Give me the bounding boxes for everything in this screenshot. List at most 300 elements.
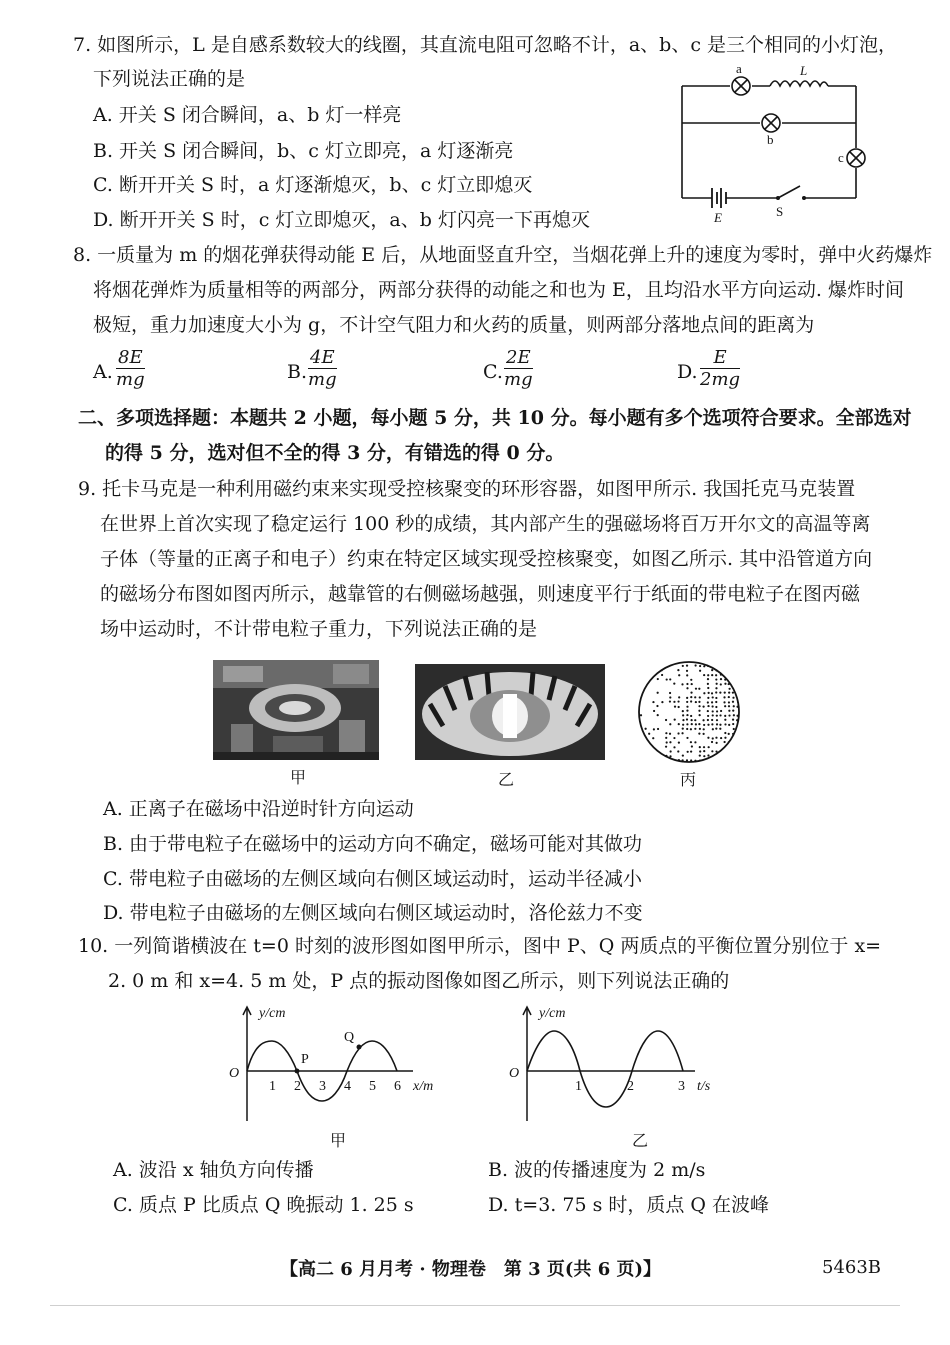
field-dot xyxy=(648,669,650,671)
field-dot xyxy=(686,706,688,708)
field-dot xyxy=(698,733,700,735)
q8-option-d-label: D. xyxy=(677,361,698,383)
graph2-ylabel: y/cm xyxy=(539,1006,566,1021)
field-dot xyxy=(728,701,730,703)
field-dot xyxy=(657,692,659,694)
q7-option-c: C. 断开开关 S 时，a 灯逐渐熄灭，b、c 灯立即熄灭 xyxy=(93,174,533,196)
field-dot xyxy=(699,714,701,716)
field-dot xyxy=(733,714,735,716)
field-dot xyxy=(728,760,730,762)
field-dot xyxy=(669,723,671,725)
q10-stem-line1: 10. 一列简谐横波在 t=0 时刻的波形图如图甲所示，图中 P、Q 两质点的平衡位置分别位于 x= xyxy=(78,935,882,957)
q10-option-b: B. 波的传播速度为 2 m/s xyxy=(488,1159,706,1181)
field-dot xyxy=(724,670,726,672)
field-dot xyxy=(686,701,688,703)
q9-stem-line5: 场中运动时，不计带电粒子重力，下列说法正确的是 xyxy=(100,618,538,640)
q8-stem-line1: 8. 一质量为 m 的烟花弹获得动能 E 后，从地面竖直升空，当烟花弹上升的速度为零时，弹中火药爆炸 xyxy=(73,244,933,266)
field-dot xyxy=(687,751,689,753)
field-dot xyxy=(715,674,717,676)
field-dot xyxy=(724,737,726,739)
field-dot xyxy=(674,706,676,708)
field-dot xyxy=(724,755,726,757)
field-dot xyxy=(690,741,692,743)
field-dot xyxy=(707,678,709,680)
field-dot xyxy=(728,665,730,667)
q9-option-d: D. 带电粒子由磁场的左侧区域向右侧区域运动时，洛伦兹力不变 xyxy=(103,902,643,924)
field-dot xyxy=(724,705,726,707)
switch-pivot xyxy=(776,196,780,200)
point-P-marker xyxy=(295,1069,300,1074)
field-dot xyxy=(707,724,709,726)
graph1-point-P: P xyxy=(301,1052,309,1067)
field-dot xyxy=(690,750,692,752)
field-dot xyxy=(720,678,722,680)
field-dot xyxy=(728,750,730,752)
field-dot xyxy=(694,664,696,666)
field-dot xyxy=(690,715,692,717)
field-dot xyxy=(724,760,726,762)
field-dot xyxy=(703,674,705,676)
field-dot xyxy=(715,697,717,699)
field-dot xyxy=(736,683,738,685)
q9-stem-line3: 子体（等量的正离子和电子）约束在特定区域实现受控核聚变，如图乙所示. 其中沿管道方向 xyxy=(100,548,873,570)
q8-option-d-fraction xyxy=(700,348,740,391)
field-dot xyxy=(724,719,726,721)
section2-title-line2: 的得 5 分，选对但不全的得 3 分，有错选的得 0 分。 xyxy=(105,442,565,464)
q8-stem-line2: 将烟花弹炸为质量相等的两部分，两部分获得的动能之和也为 E，且均沿水平方向运动. 爆炸时间 xyxy=(93,279,904,301)
field-dot xyxy=(673,746,675,748)
field-dot xyxy=(702,719,704,721)
field-dot xyxy=(715,706,717,708)
field-dot xyxy=(724,741,726,743)
field-dot xyxy=(694,760,696,762)
tokamak-photo xyxy=(213,660,379,760)
field-dot xyxy=(716,723,718,725)
field-dot xyxy=(711,719,713,721)
field-dot xyxy=(690,696,692,698)
field-dot xyxy=(656,705,658,707)
q9-stem-line2: 在世界上首次实现了稳定运行 100 秒的成绩，其内部产生的强磁场将百万开尔文的高温等离 xyxy=(100,513,871,535)
label-b: b xyxy=(767,132,774,147)
field-dot xyxy=(652,701,654,703)
field-dot xyxy=(715,687,717,689)
field-dot xyxy=(715,737,717,739)
field-dot xyxy=(648,733,650,735)
field-dot xyxy=(665,737,667,739)
figure-yi-caption: 乙 xyxy=(498,770,515,789)
field-dot xyxy=(677,669,679,671)
graph1-ylabel: y/cm xyxy=(259,1006,286,1021)
q8-stem-line3: 极短，重力加速度大小为 g，不计空气阻力和火药的质量，则两部分落地点间的距离为 xyxy=(93,314,815,336)
wave-graph-jia xyxy=(225,1003,450,1128)
graph1-tick-4: 4 xyxy=(344,1079,351,1094)
field-dot xyxy=(724,751,726,753)
denominator: mg xyxy=(308,369,337,390)
field-dot xyxy=(669,755,671,757)
numerator: 4E xyxy=(310,347,335,368)
field-dot xyxy=(732,746,734,748)
tokamak-torus-figure xyxy=(415,664,605,760)
field-dot xyxy=(699,728,701,730)
field-dot xyxy=(698,710,700,712)
field-dot xyxy=(732,697,734,699)
field-dot xyxy=(715,728,717,730)
paper-code: 5463B xyxy=(822,1257,882,1278)
field-dot xyxy=(712,714,714,716)
field-dot xyxy=(673,737,675,739)
field-dot xyxy=(732,755,734,757)
field-dot xyxy=(699,665,701,667)
field-dot xyxy=(728,710,730,712)
graph2-xlabel: t/s xyxy=(697,1079,711,1094)
field-dot xyxy=(677,732,679,734)
field-dot xyxy=(728,683,730,685)
field-dot xyxy=(707,705,709,707)
field-dot xyxy=(733,750,735,752)
field-dot xyxy=(678,742,680,744)
field-dot xyxy=(669,733,671,735)
graph1-tick-6: 6 xyxy=(394,1079,401,1094)
field-dot xyxy=(678,674,680,676)
field-dot xyxy=(703,750,705,752)
field-dot xyxy=(712,728,714,730)
field-dot xyxy=(720,670,722,672)
field-dot xyxy=(728,705,730,707)
field-dot xyxy=(728,746,730,748)
field-dot xyxy=(712,737,714,739)
graph2-tick-1: 1 xyxy=(575,1079,582,1094)
field-dot xyxy=(686,759,688,761)
q8-option-b-fraction xyxy=(308,348,337,391)
field-dot xyxy=(691,719,693,721)
q9-stem-line1: 9. 托卡马克是一种利用磁约束来实现受控核聚变的环形容器，如图甲所示. 我国托克马克装置 xyxy=(78,478,856,500)
field-dot xyxy=(686,728,688,730)
q7-stem-line2: 下列说法正确的是 xyxy=(93,68,246,90)
q8-option-c-fraction xyxy=(504,348,533,391)
q10-option-c: C. 质点 P 比质点 Q 晚振动 1. 25 s xyxy=(113,1194,414,1216)
field-dot xyxy=(712,696,714,698)
field-dot xyxy=(690,700,692,702)
graph1-tick-3: 3 xyxy=(319,1079,326,1094)
field-dot xyxy=(733,669,735,671)
field-dot xyxy=(732,710,734,712)
field-dot xyxy=(699,746,701,748)
field-dot xyxy=(640,742,642,744)
field-dot xyxy=(682,710,684,712)
field-dot xyxy=(678,696,680,698)
field-dot xyxy=(678,723,680,725)
field-dot xyxy=(715,665,717,667)
field-dot xyxy=(699,696,701,698)
numerator: E xyxy=(700,348,740,369)
field-dot xyxy=(728,714,730,716)
field-dot xyxy=(728,696,730,698)
field-dot xyxy=(695,688,697,690)
field-dot xyxy=(703,746,705,748)
field-dot xyxy=(723,696,725,698)
field-dot xyxy=(707,710,709,712)
field-dot xyxy=(711,674,713,676)
field-dot xyxy=(737,669,739,671)
field-dot xyxy=(673,683,675,685)
field-dot xyxy=(712,705,714,707)
field-dot xyxy=(716,715,718,717)
denominator: mg xyxy=(504,369,533,390)
field-dot xyxy=(665,746,667,748)
field-dot xyxy=(673,701,675,703)
field-dot xyxy=(732,719,734,721)
field-dot xyxy=(707,687,709,689)
field-dot xyxy=(669,696,671,698)
field-dot xyxy=(733,741,735,743)
label-c: c xyxy=(838,150,844,165)
graph1-tick-1: 1 xyxy=(269,1079,276,1094)
field-dot xyxy=(716,710,718,712)
page-footer: 【高二 6 月月考 · 物理卷 第 3 页(共 6 页)】 xyxy=(280,1259,662,1280)
field-dot xyxy=(707,697,709,699)
field-dot xyxy=(653,710,655,712)
field-dot xyxy=(728,692,730,694)
inductor-L xyxy=(770,81,828,86)
field-dot xyxy=(666,741,668,743)
label-S: S xyxy=(776,204,784,219)
field-dot xyxy=(665,732,667,734)
field-dot xyxy=(699,754,701,756)
q10-option-d: D. t=3. 75 s 时，质点 Q 在波峰 xyxy=(488,1194,770,1216)
q9-stem-line4: 的磁场分布图如图丙所示，越靠管的右侧磁场越强，则速度平行于纸面的带电粒子在图丙磁 xyxy=(100,583,861,605)
field-dot xyxy=(691,683,693,685)
field-dot xyxy=(702,706,704,708)
field-dot xyxy=(720,683,722,685)
field-dot xyxy=(715,701,717,703)
field-dot xyxy=(653,728,655,730)
field-dot xyxy=(686,670,688,672)
field-dot xyxy=(737,760,739,762)
field-dot xyxy=(736,715,738,717)
field-dot xyxy=(737,733,739,735)
graph2-tick-2: 2 xyxy=(627,1079,634,1094)
field-dot xyxy=(723,701,725,703)
field-dot xyxy=(682,714,684,716)
point-Q-marker xyxy=(357,1045,362,1050)
field-dot xyxy=(657,678,659,680)
field-dot xyxy=(736,678,738,680)
q10-stem-line2: 2. 0 m 和 x=4. 5 m 处，P 点的振动图像如图乙所示，则下列说法正确的 xyxy=(108,970,730,992)
field-dot xyxy=(724,692,726,694)
field-dot xyxy=(724,679,726,681)
field-dot xyxy=(669,692,671,694)
field-dot xyxy=(703,665,705,667)
field-dot xyxy=(720,737,722,739)
field-dot xyxy=(661,701,663,703)
field-dot xyxy=(682,665,684,667)
field-dot xyxy=(732,665,734,667)
field-dot xyxy=(736,746,738,748)
field-dot xyxy=(715,678,717,680)
field-dot xyxy=(733,728,735,730)
lamp-c xyxy=(847,149,865,167)
field-dot xyxy=(733,705,735,707)
field-dot xyxy=(657,728,659,730)
field-dot xyxy=(681,683,683,685)
field-dot xyxy=(691,723,693,725)
field-dot xyxy=(716,759,718,761)
field-dot xyxy=(661,664,663,666)
field-dot xyxy=(732,701,734,703)
label-a: a xyxy=(736,61,742,76)
field-dot xyxy=(720,710,722,712)
field-dot xyxy=(694,719,696,721)
field-dot xyxy=(695,723,697,725)
field-dot xyxy=(678,706,680,708)
field-dot xyxy=(681,732,683,734)
vibration-curve xyxy=(527,1031,683,1107)
denominator: mg xyxy=(116,369,145,390)
graph1-xlabel: x/m xyxy=(413,1079,434,1094)
field-dot xyxy=(686,683,688,685)
field-dot xyxy=(661,674,663,676)
field-dot xyxy=(690,759,692,761)
field-dot xyxy=(640,714,642,716)
field-dot xyxy=(716,719,718,721)
battery-E xyxy=(712,188,726,208)
graph2-origin: O xyxy=(509,1066,520,1081)
field-dot xyxy=(698,701,700,703)
field-dot xyxy=(694,728,696,730)
denominator: 2mg xyxy=(700,369,741,390)
field-dot xyxy=(652,669,654,671)
field-dot xyxy=(715,750,717,752)
field-dot xyxy=(686,710,688,712)
field-dot xyxy=(677,750,679,752)
field-dot xyxy=(736,706,738,708)
field-dot xyxy=(677,700,679,702)
field-dot xyxy=(703,724,705,726)
field-dot xyxy=(724,732,726,734)
field-dot xyxy=(699,670,701,672)
field-dot xyxy=(732,723,734,725)
field-dot xyxy=(707,715,709,717)
field-dot xyxy=(732,759,734,761)
field-dot xyxy=(682,719,684,721)
graph1-origin: O xyxy=(229,1066,240,1081)
figure-bing-caption: 丙 xyxy=(680,770,697,789)
field-dot xyxy=(695,701,697,703)
field-dot xyxy=(707,737,709,739)
field-dot xyxy=(720,664,722,666)
field-dot xyxy=(707,683,709,685)
graph1-tick-2: 2 xyxy=(294,1079,301,1094)
field-dot xyxy=(732,692,734,694)
field-dot xyxy=(719,759,721,761)
field-dot xyxy=(657,714,659,716)
switch-contact xyxy=(802,196,806,200)
field-dot xyxy=(691,745,693,747)
q8-option-a-fraction xyxy=(116,348,145,391)
field-dot xyxy=(707,754,709,756)
q8-option-a-label: A. xyxy=(93,361,113,383)
field-dot xyxy=(737,741,739,743)
field-dot xyxy=(694,696,696,698)
field-dot xyxy=(711,692,713,694)
field-dot xyxy=(698,723,700,725)
q9-option-a: A. 正离子在磁场中沿逆时针方向运动 xyxy=(103,798,414,820)
field-dot xyxy=(729,688,731,690)
field-dot xyxy=(645,728,647,730)
section2-title-line1: 二、多项选择题：本题共 2 小题，每小题 5 分，共 10 分。每小题有多个选项符合要求。全部选对 xyxy=(78,407,912,429)
field-dot xyxy=(719,714,721,716)
field-dot xyxy=(686,665,688,667)
q7-option-b: B. 开关 S 闭合瞬间，b、c 灯立即亮，a 灯逐渐亮 xyxy=(93,140,514,162)
field-dot xyxy=(736,719,738,721)
graph-jia-caption: 甲 xyxy=(330,1131,347,1150)
bottom-divider xyxy=(50,1305,900,1306)
lamp-b xyxy=(762,114,780,132)
field-dot xyxy=(737,737,739,739)
label-L: L xyxy=(800,63,808,78)
field-dot xyxy=(682,759,684,761)
q7-stem-line1: 7. 如图所示，L 是自感系数较大的线圈，其直流电阻可忽略不计，a、b、c 是三个相同的小灯泡， xyxy=(73,34,897,56)
field-dot xyxy=(719,728,721,730)
numerator: 8E xyxy=(118,347,143,368)
field-dot xyxy=(666,678,668,680)
field-dot xyxy=(686,687,688,689)
label-E: E xyxy=(714,210,722,225)
field-dot xyxy=(682,754,684,756)
field-dot xyxy=(690,679,692,681)
field-dot xyxy=(724,683,726,685)
field-dot xyxy=(686,723,688,725)
field-dot xyxy=(665,719,667,721)
q9-option-b: B. 由于带电粒子在磁场中的运动方向不确定，磁场可能对其做功 xyxy=(103,833,643,855)
q9-option-c: C. 带电粒子由磁场的左侧区域向右侧区域运动时，运动半径减小 xyxy=(103,868,642,890)
field-dot xyxy=(652,737,654,739)
field-dot xyxy=(703,728,705,730)
field-dot xyxy=(682,728,684,730)
field-dot xyxy=(686,718,688,720)
graph1-tick-5: 5 xyxy=(369,1079,376,1094)
q7-option-d: D. 断开开关 S 时，c 灯立即熄灭，a、b 灯闪亮一下再熄灭 xyxy=(93,209,590,231)
field-dot xyxy=(703,755,705,757)
field-dot xyxy=(728,733,730,735)
field-dot xyxy=(690,691,692,693)
field-dot xyxy=(686,674,688,676)
magnetic-field-diagram xyxy=(627,660,751,764)
field-dot xyxy=(736,751,738,753)
field-dot xyxy=(711,750,713,752)
field-dot xyxy=(682,724,684,726)
q8-option-c-label: C. xyxy=(483,361,503,383)
field-dot xyxy=(694,741,696,743)
field-dot xyxy=(656,664,658,666)
field-dot xyxy=(712,710,714,712)
lamp-a xyxy=(732,77,750,95)
field-dot xyxy=(648,665,650,667)
field-dot xyxy=(707,674,709,676)
field-dot xyxy=(703,692,705,694)
field-dot xyxy=(674,719,676,721)
field-dot xyxy=(686,714,688,716)
field-dot xyxy=(670,750,672,752)
field-dot xyxy=(715,691,717,693)
field-dot xyxy=(707,759,709,761)
field-dot xyxy=(716,683,718,685)
field-dot xyxy=(728,755,730,757)
field-dot xyxy=(736,674,738,676)
field-dot xyxy=(686,737,688,739)
field-dot xyxy=(698,705,700,707)
field-dot xyxy=(719,692,721,694)
